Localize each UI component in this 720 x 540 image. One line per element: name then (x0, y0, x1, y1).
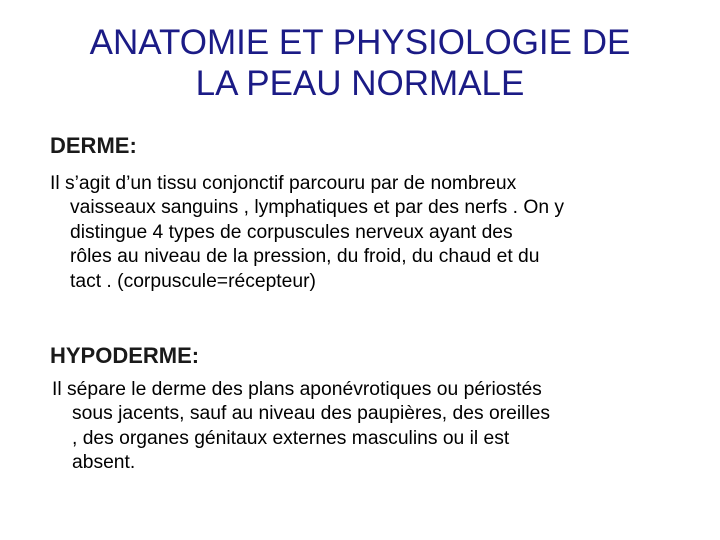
derme-heading: DERME: (50, 133, 137, 158)
derme-line-1: Il s’agit d’un tissu conjonctif parcouru par de nombreux (50, 173, 517, 194)
derme-line-2: vaisseaux sanguins , lymphatiques et par des nerfs . On y (70, 197, 565, 219)
derme-line-4: rôles au niveau de la pression, du froid, du chaud et du (70, 246, 540, 268)
derme-line-5: tact . (corpuscule=récepteur) (70, 270, 316, 292)
hypoderme-line-4: absent. (72, 452, 136, 474)
derme-paragraph (50, 172, 690, 294)
derme-line-3: distingue 4 types de corpuscules nerveux ayant des (70, 221, 513, 243)
hypoderme-line-3: , des organes génitaux externes masculins ou il est (72, 427, 510, 449)
slide-title (20, 22, 700, 104)
hypoderme-line-2: sous jacents, sauf au niveau des paupières, des oreilles (72, 403, 551, 425)
hypoderme-line-1: Il sépare le derme des plans aponévrotiques ou périostés (52, 379, 542, 400)
hypoderme-paragraph (52, 378, 692, 476)
slide-title-line-2: LA PEAU NORMALE (195, 64, 525, 103)
hypoderme-heading: HYPODERME: (50, 343, 200, 368)
slide-title-line-1: ANATOMIE ET PHYSIOLOGIE DE (89, 23, 631, 62)
